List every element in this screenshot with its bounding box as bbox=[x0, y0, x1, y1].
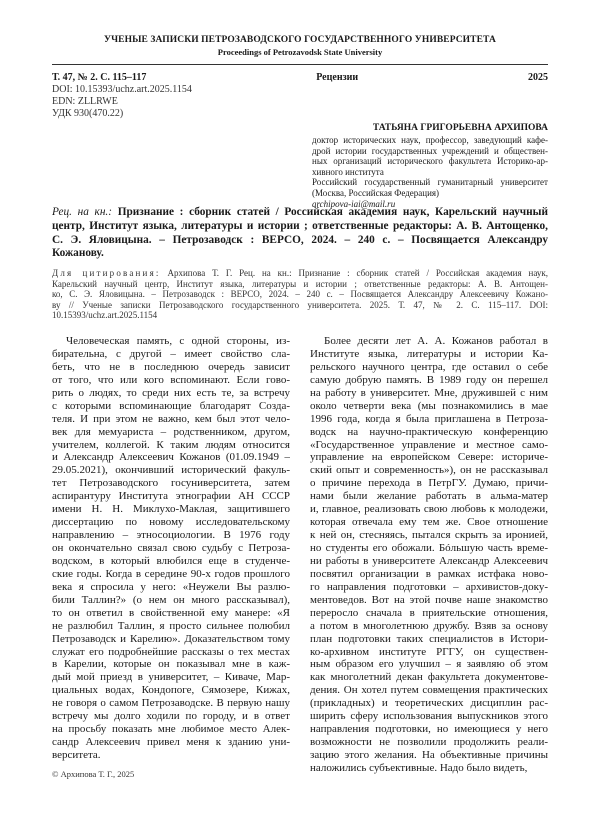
text-line: ские годы. Когда в середине 90-х годов прошлого bbox=[52, 567, 290, 580]
text-line: нами были желание работать в альма-матер bbox=[310, 490, 548, 503]
text-line: то он ответил в свойственной ему манере: «Я bbox=[52, 606, 290, 619]
text-line: на работу в университет. Мне, дружившей с ним bbox=[310, 386, 548, 399]
text-line: Кожанову. bbox=[52, 247, 104, 260]
review-title: Признание : сборник статей / Российская академия наук, Карельский научный bbox=[117, 206, 548, 218]
author-name: ТАТЬЯНА ГРИГОРЬЕВНА АРХИПОВА bbox=[372, 123, 548, 133]
text-line: ширить сферу использования выпускников этого bbox=[310, 710, 548, 723]
header-divider bbox=[52, 64, 548, 65]
text-line: возможности не позволили продолжить реали- bbox=[310, 736, 548, 749]
text-line: Более десяти лет А. А. Кожанов работал в bbox=[324, 335, 548, 347]
text-line: «Государственное управление и местное само- bbox=[310, 438, 548, 451]
text-line: встречу мы долго ходили по городу, и в ответ bbox=[52, 710, 290, 723]
text-line: бирательна, с другой – имеет свойство сла- bbox=[52, 347, 290, 360]
text-line: Российский государственный гуманитарный университет bbox=[312, 177, 548, 188]
text-line: учителем, коллегой. К таким людям относится bbox=[52, 438, 290, 451]
doi: DOI: 10.15393/uchz.art.2025.1154 bbox=[52, 84, 192, 95]
text-line: переросло сначала в приятельские отношения, bbox=[310, 606, 548, 619]
text-line: Петрозаводск и Карелию». Доказательством тому bbox=[52, 632, 290, 645]
text-line: на просьбу показать мне любимое место Алек- bbox=[52, 723, 290, 736]
text-line: не говоря о самом Петрозаводске. В первую нашу bbox=[52, 697, 290, 710]
text-line: век для мемуариста – родственником, другом, bbox=[52, 425, 290, 438]
body-column-left bbox=[52, 335, 290, 762]
text-line: ментоведов. Вот на этой почве наше знакомство bbox=[310, 593, 548, 606]
copyright: © Архипова Т. Г., 2025 bbox=[52, 769, 135, 779]
text-line: служат его подробнейшие рассказы о тех местах bbox=[52, 645, 290, 658]
text-line: аспирантуру Института этнографии АН СССР bbox=[52, 490, 290, 503]
text-line: в Карелии, которые он показывал мне в каж- bbox=[52, 658, 290, 671]
review-prefix: Рец. на кн.: bbox=[52, 206, 118, 218]
text-line: от того, что или кого вспоминают. Если гово- bbox=[52, 373, 290, 386]
text-line: века я спросила у него: «Неужели Вы разлю- bbox=[52, 580, 290, 593]
text-line: направлению – этносоциологии. В 1976 году bbox=[52, 529, 290, 542]
author-affiliation bbox=[312, 135, 548, 209]
article-meta bbox=[52, 71, 548, 120]
text-line: верситета. bbox=[52, 749, 101, 761]
text-line: наложились субъективные. Надо было видеть, bbox=[310, 761, 528, 774]
journal-title-ru: УЧЕНЫЕ ЗАПИСКИ ПЕТРОЗАВОДСКОГО ГОСУДАРСТВЕННОГО УНИВЕРСИТЕТА bbox=[104, 35, 496, 45]
text-line: дый мой приезд в университет, – Киваче, Мар- bbox=[52, 671, 290, 684]
text-line: (Москва, Российская Федерация) bbox=[312, 187, 440, 198]
text-line: ву // Ученые записки Петрозаводского государственного университета. 2025. Т. 47, № 2. С. 115–117. DOI: bbox=[52, 299, 548, 310]
text-line: го направления подготовки – архивистов-доку- bbox=[310, 580, 548, 593]
text-line: как многолетний декан факультета документове- bbox=[310, 671, 548, 684]
text-line: водском, в который влюбился еще в студенче- bbox=[52, 554, 290, 567]
text-line: дрой истории государственных учреждений и обществен- bbox=[312, 145, 548, 156]
text-line: самую добрую память. В 1989 году он перешел bbox=[310, 373, 548, 386]
text-line: зацию этого желания. На объективные причины bbox=[310, 749, 548, 761]
text-line: 1996 года, когда я была приглашена в Петроза- bbox=[310, 412, 548, 425]
text-line: о причине перехода в ПетрГУ. Думаю, причи- bbox=[310, 477, 548, 490]
text-line: доктор исторических наук, профессор, заведующий кафе- bbox=[312, 135, 548, 145]
text-line: теля. И при этом не важно, кем был этот чело- bbox=[52, 412, 290, 425]
text-line: он окончательно связал свою судьбу с Петроза- bbox=[52, 542, 290, 554]
volume-pages: Т. 47, № 2. С. 115–117 bbox=[52, 72, 147, 83]
text-line: беть, что не в последнюю очередь зависит bbox=[52, 360, 290, 373]
text-line: ский опыт и современность»), он не рассказывал bbox=[310, 464, 548, 477]
text-line: ни работы в университете Александр Алексеевич bbox=[310, 554, 548, 567]
journal-title-en: Proceedings of Petrozavodsk State University bbox=[217, 47, 383, 57]
text-line: С. Э. Яловицына. – Петрозаводск : ВЕРСО, 2024. – 240 с. – Посвящается Александру bbox=[52, 233, 548, 246]
text-line: а потом в многолетнюю дружбу. Взяв за основу bbox=[310, 619, 548, 632]
text-line: дения. Он хотел путем совмещения практических bbox=[310, 684, 548, 697]
text-line: посвятил организации в рамках истфака ново- bbox=[310, 567, 548, 580]
text-line: к ней он, стесняясь, пытался скрыть за иронией, bbox=[310, 529, 548, 542]
text-line: хивного института bbox=[312, 166, 384, 177]
text-line: водск на научно-практическую конференцию bbox=[310, 425, 548, 438]
text-line: 10.15393/uchz.art.2025.1154 bbox=[52, 310, 158, 321]
year: 2025 bbox=[527, 72, 548, 83]
text-line: сандр Алексеевич привел меня к зданию уни- bbox=[52, 736, 290, 749]
text-line: Карельский научный центр, Институт языка, литературы и истории ; ответственные редакторы: А. В. Антощен- bbox=[52, 278, 548, 289]
text-line: рельского научного центра, где оставил о себе bbox=[310, 360, 548, 373]
text-line: с которыми вспоминающие благодарят Созда- bbox=[52, 399, 290, 412]
text-line: центр, Институт языка, литературы и истории ; ответственные редакторы: А. В. Антощенко, bbox=[52, 219, 548, 232]
text-line: ных организаций исторического факультета Историко-ар- bbox=[312, 156, 548, 167]
reviewed-book bbox=[52, 206, 548, 261]
author-email: archipova-iai@mail.ru bbox=[312, 198, 396, 209]
body-column-right bbox=[310, 335, 548, 775]
text-line: тет Петрозаводского госуниверситета, затем bbox=[52, 477, 290, 490]
text-line: ко-архивном институте РГГУ, он существен- bbox=[310, 645, 548, 658]
text-line: направления подготовки, но имеющиеся у него bbox=[310, 723, 548, 736]
text-line: 29.05.2021), окончивший исторический факуль- bbox=[52, 464, 290, 477]
udk: УДК 930(470.22) bbox=[52, 108, 124, 119]
citation-text: Архипова Т. Г. Рец. на кн.: Признание : сборник статей / Российская академия наук, bbox=[160, 268, 548, 278]
text-line: не разлюбил Таллин, я просто сильнее полюбил bbox=[52, 619, 290, 632]
citation-label: Для цитирования: bbox=[52, 268, 161, 278]
text-line: имени Н. Н. Миклухо-Маклая, защитившего bbox=[52, 503, 290, 516]
text-line: план подготовки таких специалистов в Истори- bbox=[310, 632, 548, 645]
text-line: Институте языка, литературы и истории Ка- bbox=[310, 347, 548, 360]
text-line: и, главное, реализовать свою любовь к молодежи, bbox=[310, 503, 548, 516]
edn: EDN: ZLLRWE bbox=[52, 96, 118, 107]
text-line: управление на европейском Севере: историче- bbox=[310, 451, 548, 464]
text-line: и Александр Алексеевич Кожанов (01.09.1949 – bbox=[52, 451, 290, 464]
section-name: Рецензии bbox=[316, 72, 359, 83]
text-line: но студенты его обожали. Бóльшую часть време- bbox=[310, 542, 548, 554]
text-line: (прикладных) и теоретических дисциплин рас- bbox=[310, 697, 548, 710]
text-line: которая отвечала ему тем же. Свое отношение bbox=[310, 516, 548, 529]
text-line: били Таллин?» (о нем он много рассказывал), bbox=[52, 593, 290, 606]
text-line: ным образом его улучшил – я заявляю об этом bbox=[310, 658, 548, 671]
text-line: циальных водах, Кондопоге, Сямозере, Кижах, bbox=[52, 684, 290, 697]
text-line: диссертацию по новому исследовательскому bbox=[52, 516, 290, 529]
text-line: Человеческая память, с одной стороны, из- bbox=[66, 335, 290, 347]
citation-block bbox=[52, 268, 548, 321]
text-line: рить о людях, то среди них есть те, за встречу bbox=[52, 386, 290, 399]
text-line: ко, С. Э. Яловицына. – Петрозаводск : ВЕРСО, 2024. – 240 с. – Посвящается Александру Алексеевичу Кожано- bbox=[52, 289, 548, 300]
text-line: около четверти века (мы познакомились в мае bbox=[310, 399, 548, 412]
